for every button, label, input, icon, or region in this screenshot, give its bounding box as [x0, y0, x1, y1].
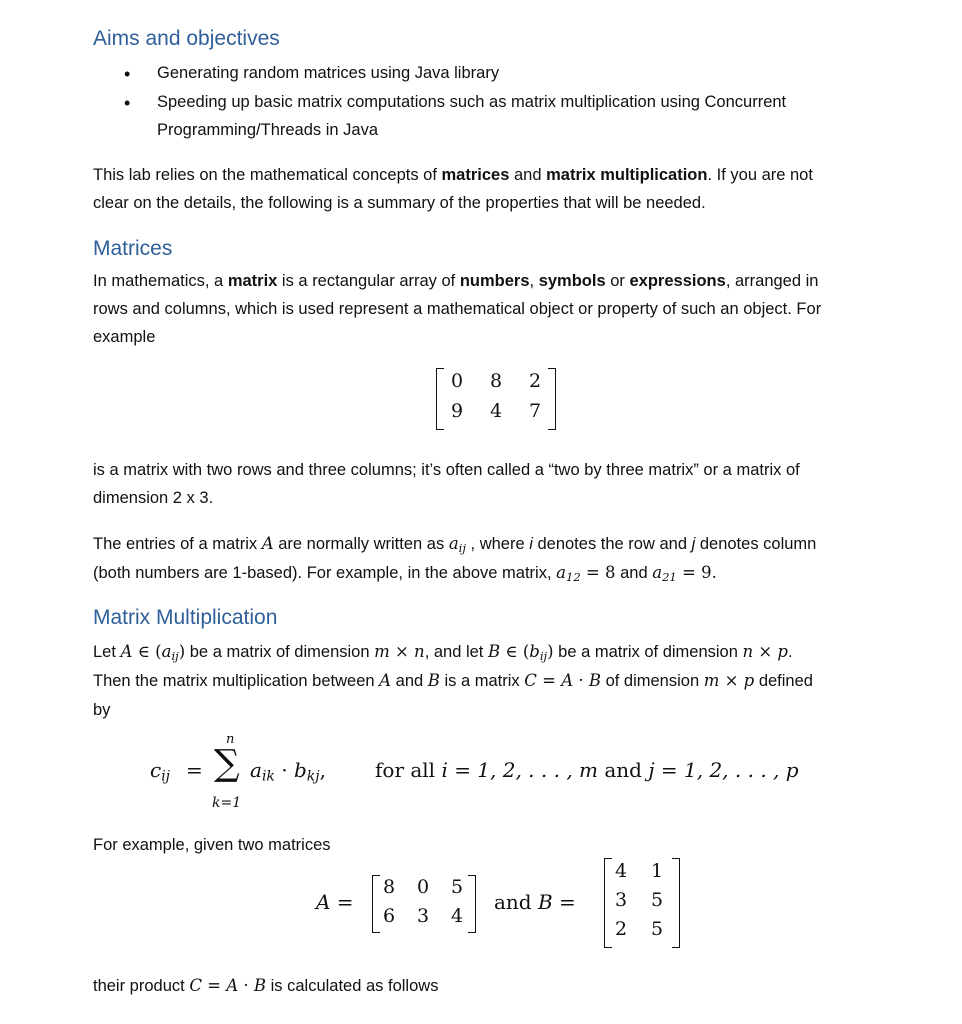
- mult-line-1: Let A ∈ $(a_{ij})$ be a matrix of dimension m × n, and let B ∈ $(b_{ij})$ be a matrix of dimension n × p.: [93, 642, 793, 663]
- matrix-cell: 4: [489, 400, 503, 422]
- example-matrix: [436, 368, 556, 430]
- matrix-cell: 7: [528, 400, 542, 422]
- matrix-cell: 0: [450, 370, 464, 392]
- matrices-after-line-2: dimension 2 x 3.: [93, 489, 214, 507]
- matrix-cell: 6: [382, 905, 396, 927]
- sigma-icon: ∑: [214, 743, 240, 784]
- matrices-line-1: In mathematics, a matrix is a rectangular array of numbers, symbols or expressions, arranged in: [93, 272, 819, 290]
- matrix-cell: 4: [450, 905, 464, 927]
- matrix-b: [604, 858, 680, 948]
- sum-upper-limit: n: [226, 732, 235, 747]
- mult-line-3: by: [93, 701, 111, 719]
- matrix-a-label: A =: [316, 890, 354, 914]
- entries-line-2: (both numbers are 1-based). For example, in the above matrix, $a_{12} = 8$ and $a_{21} = 9$.: [93, 563, 717, 584]
- matrix-cell: 9: [450, 400, 464, 422]
- formula-body: $a_{ik} \cdot b_{kj}$,: [250, 758, 326, 785]
- matrix-cell: 2: [528, 370, 542, 392]
- intro-line-1: This lab relies on the mathematical concepts of matrices and matrix multiplication. If you are not: [93, 166, 813, 184]
- formula-cij: $c_{ij}$: [150, 758, 171, 785]
- formula-condition: for all i = 1, 2, . . . , m and j = 1, 2, . . . , p: [375, 758, 799, 782]
- bullet-item-2-cont: Programming/Threads in Java: [157, 121, 379, 139]
- and-b-label: and B =: [494, 890, 576, 914]
- matrix-cell: 5: [650, 918, 664, 940]
- matrix-cell: 4: [614, 860, 628, 882]
- bullet-item-2: Speeding up basic matrix computations such as matrix multiplication using Concurrent: [157, 93, 787, 111]
- bullet-item-1: Generating random matrices using Java library: [157, 64, 500, 82]
- matrix-cell: 8: [382, 876, 396, 898]
- matrix-cell: 0: [416, 876, 430, 898]
- entries-line-1: The entries of a matrix A are normally written as $a_{ij}$ , where i denotes the row and j denotes column: [93, 534, 817, 555]
- matrix-cell: 3: [614, 889, 628, 911]
- matrix-cell: 1: [650, 860, 664, 882]
- sum-lower-limit: k=1: [212, 795, 242, 811]
- matrix-cell: 5: [450, 876, 464, 898]
- intro-line-2: clear on the details, the following is a summary of the properties that will be needed.: [93, 194, 706, 212]
- section-heading-multiplication: Matrix Multiplication: [93, 606, 278, 629]
- left-bracket: [436, 368, 444, 430]
- right-bracket: [468, 875, 476, 933]
- section-heading-matrices: Matrices: [93, 237, 173, 260]
- product-line: their product C = A · B is calculated as follows: [93, 976, 439, 995]
- matrices-line-3: example: [93, 328, 156, 346]
- matrix-a: [372, 875, 476, 933]
- matrices-line-2: rows and columns, which is used represent a mathematical object or property of such an object. For: [93, 300, 822, 318]
- matrix-cell: 8: [489, 370, 503, 392]
- bullet-icon: •: [124, 64, 131, 84]
- right-bracket: [548, 368, 556, 430]
- example-intro: For example, given two matrices: [93, 836, 331, 854]
- formula-equals: =: [186, 758, 203, 782]
- right-bracket: [672, 858, 680, 948]
- matrix-cell: 5: [650, 889, 664, 911]
- matrix-cell: 3: [416, 905, 430, 927]
- section-heading-aims: Aims and objectives: [93, 27, 280, 50]
- mult-line-2: Then the matrix multiplication between A and B is a matrix C = A · B of dimension m × p defined: [93, 671, 813, 690]
- bullet-icon: •: [124, 93, 131, 113]
- matrix-cell: 2: [614, 918, 628, 940]
- matrices-after-line-1: is a matrix with two rows and three columns; it’s often called a “two by three matrix” or a matrix of: [93, 461, 800, 479]
